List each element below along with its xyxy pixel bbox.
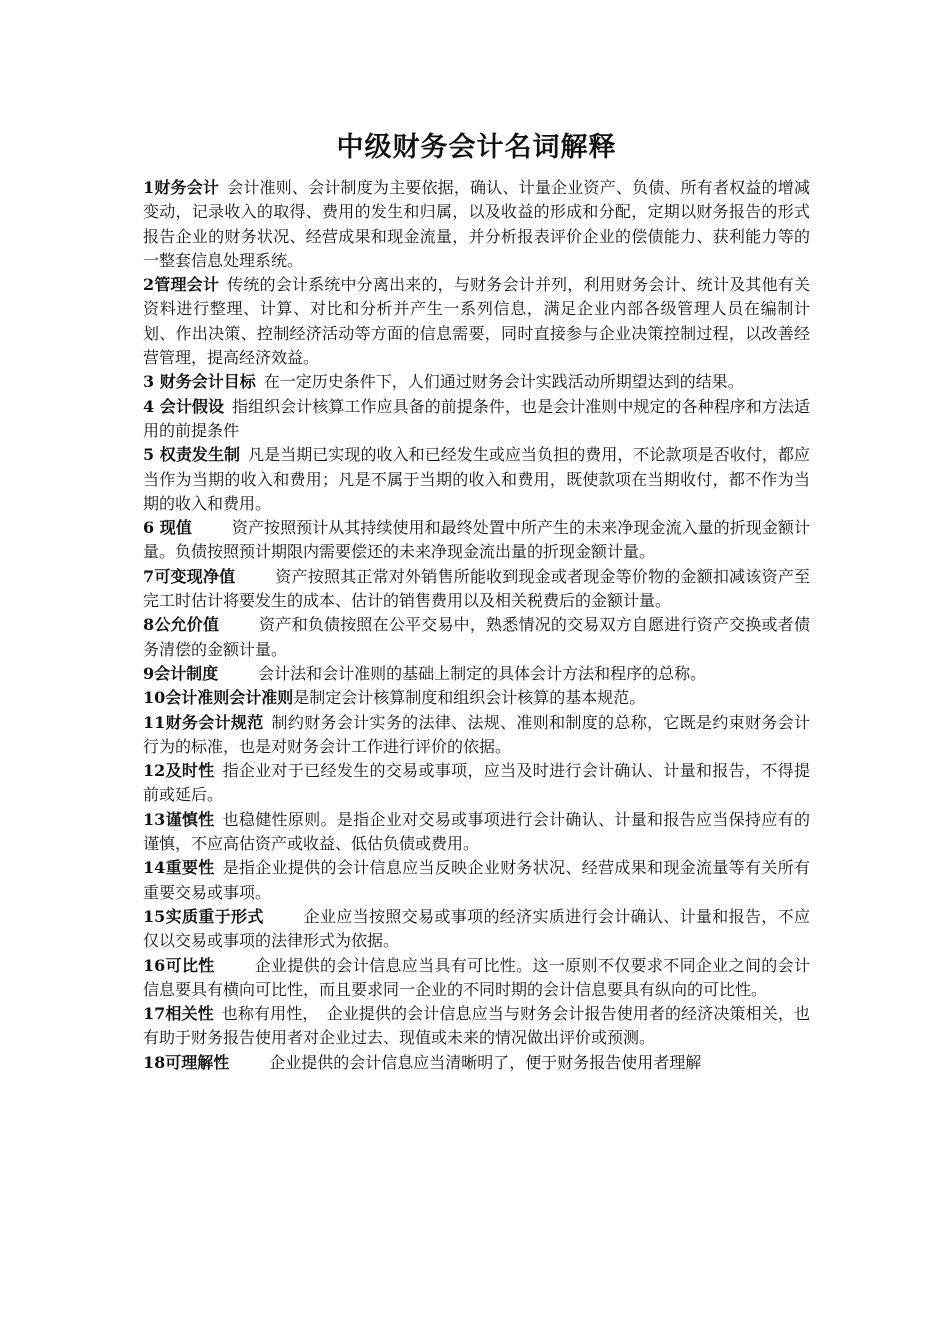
entry-term: 15实质重于形式 [143, 906, 264, 926]
entry-1 [143, 176, 810, 273]
entry-7 [143, 565, 810, 614]
entry-term: 1财务会计 [143, 178, 220, 197]
entry-text: 凡是当期已实现的收入和已经发生或应当负担的费用，不论款项是否收付，都应当作为当期的收入和费用；凡是不属于当期的收入和费用，既使款项在当期收付，都不作为当期的收入和费用。 [143, 445, 810, 513]
entry-text: 传统的会计系统中分离出来的，与财务会计并列，利用财务会计、统计及其他有关资料进行整理、计算、对比和分析并产生一系列信息，满足企业内部各级管理人员在编制计划、作出决策、控制经济活动等方面的信息需要，同时直接参与企业决策控制过程，以改善经营管理，提高经济效益。 [143, 275, 810, 368]
entry-10 [143, 686, 810, 710]
entry-term: 14重要性 [143, 858, 215, 878]
entry-text: 在一定历史条件下，人们通过财务会计实践活动所期望达到的结果。 [263, 372, 744, 392]
entry-text: 制约财务会计实务的法律、法规、准则和制度的总称，它既是约束财务会计行为的标准，也是对财务会计工作进行评价的依据。 [143, 712, 810, 756]
entry-text: 企业应当按照交易或事项的经济实质进行会计确认、计量和报告，不应仅以交易或事项的法律形式为依据。 [143, 906, 810, 951]
entry-term: 8公允价值 [143, 615, 220, 635]
entry-text: 是制定会计核算制度和组织会计核算的基本规范。 [293, 688, 646, 708]
entry-term: 11财务会计规范 [143, 712, 264, 732]
entry-text: 资产按照其正常对外销售所能收到现金或者现金等价物的金额扣减该资产至完工时估计将要发生的成本、估计的销售费用以及相关税费后的金额计量。 [143, 566, 810, 611]
entry-text: 是指企业提供的会计信息应当反映企业财务状况、经营成果和现金流量等有关所有重要交易或事项。 [143, 858, 810, 902]
entry-term: 17相关性 [143, 1004, 214, 1024]
entry-12 [143, 759, 810, 808]
entry-term: 4 会计假设 [143, 396, 225, 416]
document-title: 中级财务会计名词解释 [336, 132, 617, 163]
entry-term: 12及时性 [143, 761, 215, 781]
entry-4 [143, 395, 810, 444]
entry-text: 会计法和会计准则的基础上制定的具体会计方法和程序的总称。 [258, 663, 707, 683]
entry-text: 资产和负债按照在公平交易中，熟悉情况的交易双方自愿进行资产交换或者债务清偿的金额计量。 [143, 615, 810, 659]
entry-text: 指企业对于已经发生的交易或事项，应当及时进行会计确认、计量和报告，不得提前或延后。 [143, 761, 810, 805]
entry-term: 9会计制度 [143, 663, 219, 683]
entry-text: 会计准则、会计制度为主要依据，确认、计量企业资产、负债、所有者权益的增减变动，记录收入的取得、费用的发生和归属，以及收益的形成和分配，定期以财务报告的形式报告企业的财务状况、经营成果和现金流量，并分析报表评价企业的偿债能力、获利能力等的一整套信息处理系统。 [143, 178, 810, 270]
entry-8 [143, 613, 810, 662]
entry-18 [143, 1051, 810, 1075]
entry-term: 6 现值 [143, 518, 192, 538]
entry-text: 也称有用性， 企业提供的会计信息应当与财务会计报告使用者的经济决策相关，也有助于财务报告使用者对企业过去、现值或未来的情况做出评价或预测。 [143, 1004, 810, 1048]
entry-term: 16可比性 [143, 955, 215, 975]
entry-text: 指组织会计核算工作应具备的前提条件，也是会计准则中规定的各种程序和方法适用的前提条件 [143, 396, 810, 440]
entry-term: 13谨慎性 [143, 809, 215, 829]
entry-6 [143, 516, 810, 565]
entry-text: 也稳健性原则。是指企业对交易或事项进行会计确认、计量和报告应当保持应有的谨慎，不应高估资产或收益、低估负债或费用。 [143, 809, 810, 854]
entry-term: 7可变现净值 [143, 566, 236, 586]
entry-13 [143, 808, 810, 857]
entry-9 [143, 662, 810, 686]
entry-term: 2管理会计 [143, 275, 220, 295]
entry-term: 18可理解性 [143, 1052, 230, 1072]
entry-3 [143, 370, 810, 394]
entry-2 [143, 273, 810, 370]
entry-5 [143, 443, 810, 516]
entry-text: 资产按照预计从其持续使用和最终处置中所产生的未来净现金流入量的折现金额计量。负债按照预计期限内需要偿还的未来净现金流出量的折现金额计量。 [143, 518, 810, 562]
entry-text: 企业提供的会计信息应当清晰明了，便于财务报告使用者理解 [269, 1052, 702, 1072]
entry-14 [143, 856, 810, 905]
entry-term: 10会计准则会计准则 [143, 688, 294, 708]
entry-11 [143, 711, 810, 760]
entry-16 [143, 954, 810, 1003]
entry-15 [143, 905, 810, 954]
entry-17 [143, 1002, 810, 1051]
entry-term: 5 权责发生制 [143, 445, 241, 465]
entry-text: 企业提供的会计信息应当具有可比性。这一原则不仅要求不同企业之间的会计信息要具有横向可比性，而且要求同一企业的不同时期的会计信息要具有纵向的可比性。 [143, 955, 810, 999]
entry-term: 3 财务会计目标 [143, 372, 256, 392]
